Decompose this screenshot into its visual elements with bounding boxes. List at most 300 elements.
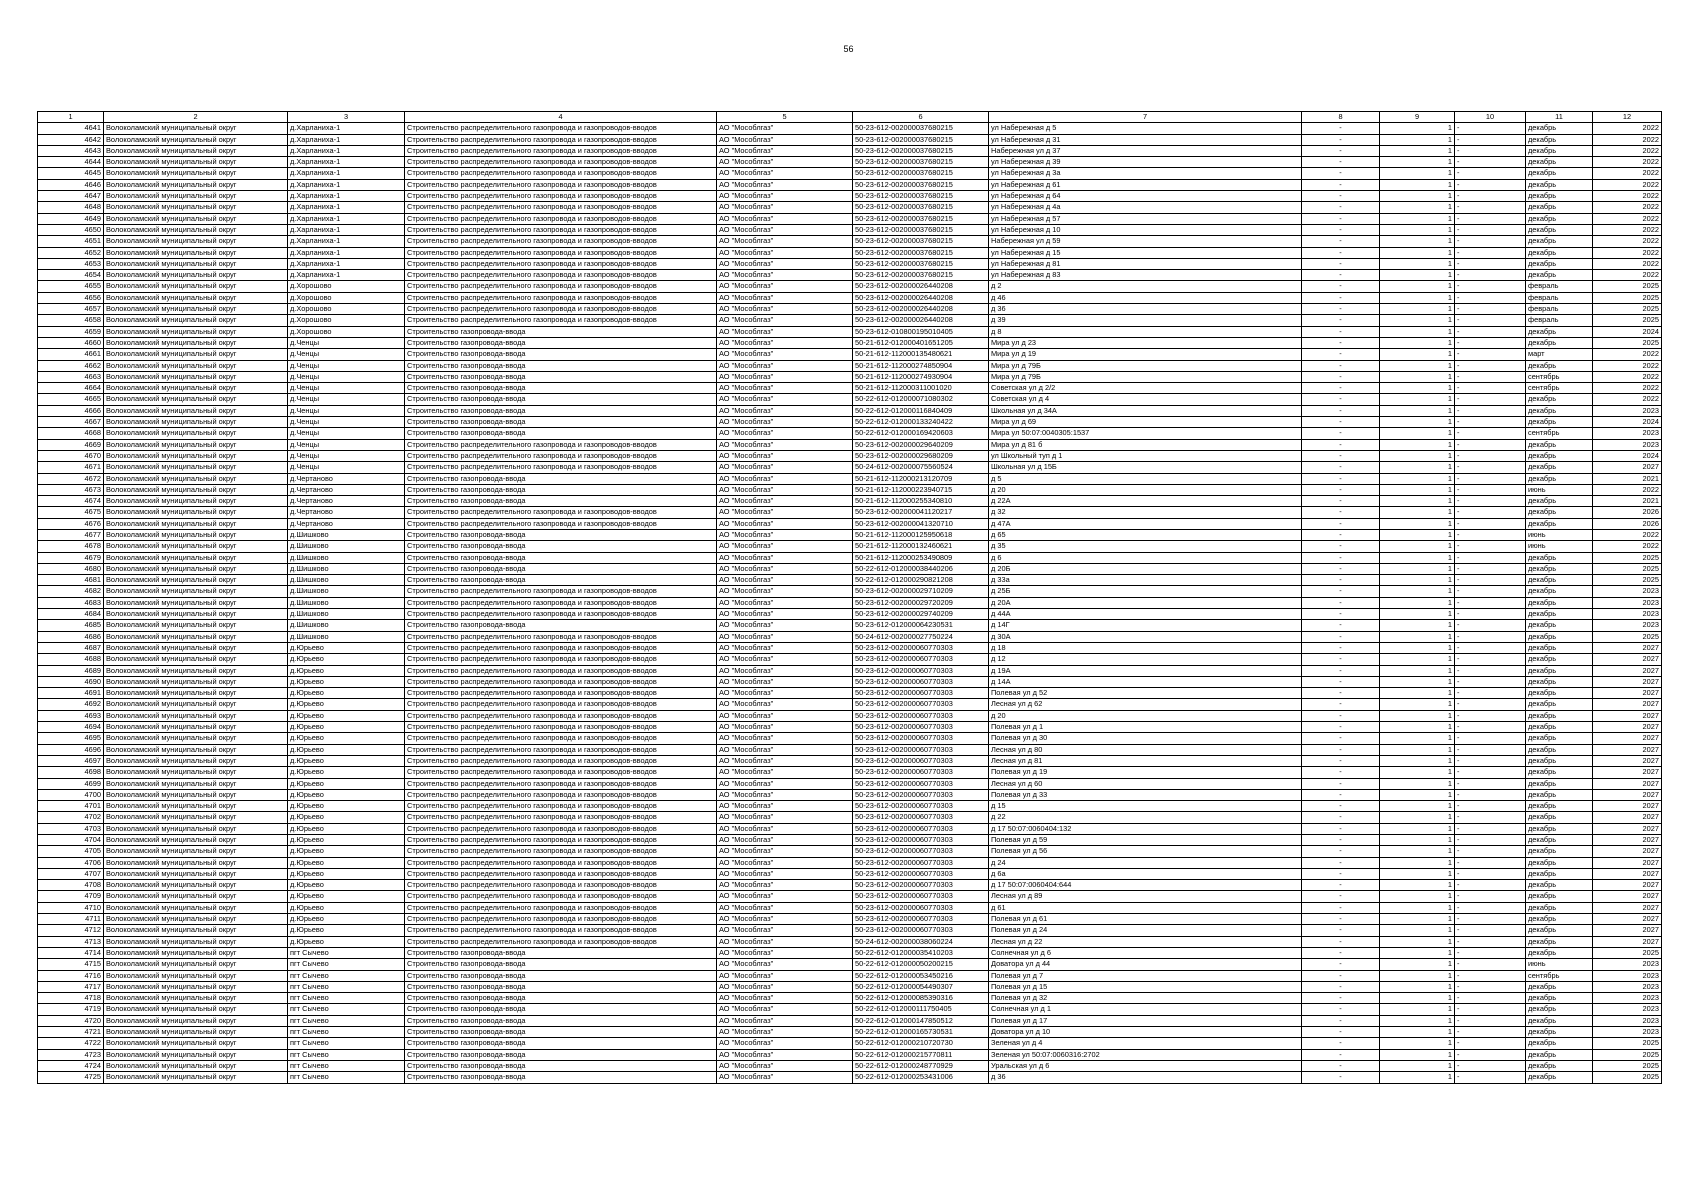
month-cell: декабрь [1526,518,1593,529]
district-cell: Волоколамский муниципальный округ [104,563,288,574]
work-type-cell: Строительство распределительного газопровода и газопроводов-вводов [405,236,717,247]
month-cell: декабрь [1526,609,1593,620]
address-cell: Полевая ул д 24 [989,925,1302,936]
organization-cell: АО "Мособлгаз" [717,1038,853,1049]
year-cell: 2027 [1593,710,1662,721]
district-cell: Волоколамский муниципальный округ [104,665,288,676]
work-type-cell: Строительство газопровода-ввода [405,993,717,1004]
address-cell: д 25Б [989,586,1302,597]
table-row [38,823,1662,834]
address-cell: Лесная ул д 60 [989,778,1302,789]
row-number-cell: 4723 [38,1049,104,1060]
column-header: 5 [717,112,853,123]
application-number-cell: 50-23-612-002000037680215 [853,145,989,156]
address-cell: Полевая ул д 56 [989,846,1302,857]
month-cell: декабрь [1526,1004,1593,1015]
district-cell: Волоколамский муниципальный округ [104,371,288,382]
work-type-cell: Строительство распределительного газопровода и газопроводов-вводов [405,281,717,292]
month-cell: декабрь [1526,620,1593,631]
row-number-cell: 4664 [38,383,104,394]
year-cell: 2025 [1593,552,1662,563]
quantity-cell: 1 [1380,360,1455,371]
table-row [38,789,1662,800]
row-number-cell: 4651 [38,236,104,247]
row-number-cell: 4672 [38,473,104,484]
col10-cell: - [1455,270,1526,281]
district-cell: Волоколамский муниципальный округ [104,925,288,936]
table-row [38,315,1662,326]
row-number-cell: 4703 [38,823,104,834]
col10-cell: - [1455,868,1526,879]
year-cell: 2027 [1593,722,1662,733]
organization-cell: АО "Мособлгаз" [717,337,853,348]
district-cell: Волоколамский муниципальный округ [104,247,288,258]
work-type-cell: Строительство газопровода-ввода [405,620,717,631]
settlement-cell: пгт Сычево [288,1072,405,1083]
address-cell: ул Набережная д 64 [989,191,1302,202]
quantity-cell: 1 [1380,428,1455,439]
quantity-cell: 1 [1380,496,1455,507]
work-type-cell: Строительство распределительного газопровода и газопроводов-вводов [405,812,717,823]
quantity-cell: 1 [1380,191,1455,202]
table-row [38,179,1662,190]
row-number-cell: 4669 [38,439,104,450]
address-cell: Школьная ул д 34А [989,405,1302,416]
row-number-cell: 4673 [38,484,104,495]
quantity-cell: 1 [1380,213,1455,224]
address-cell: ул Набережная д 5 [989,123,1302,134]
work-type-cell: Строительство газопровода-ввода [405,947,717,958]
organization-cell: АО "Мособлгаз" [717,304,853,315]
application-number-cell: 50-21-612-112000274850904 [853,360,989,371]
application-number-cell: 50-23-612-002000060770303 [853,767,989,778]
application-number-cell: 50-22-612-012000165730531 [853,1027,989,1038]
row-number-cell: 4694 [38,722,104,733]
table-row [38,270,1662,281]
column-header: 6 [853,112,989,123]
organization-cell: АО "Мособлгаз" [717,541,853,552]
address-cell: д 33а [989,575,1302,586]
col10-cell: - [1455,688,1526,699]
col10-cell: - [1455,326,1526,337]
table-row [38,1072,1662,1083]
quantity-cell: 1 [1380,563,1455,574]
col10-cell: - [1455,631,1526,642]
application-number-cell: 50-23-612-002000029740209 [853,609,989,620]
col8-cell: - [1302,981,1380,992]
col8-cell: - [1302,812,1380,823]
row-number-cell: 4725 [38,1072,104,1083]
district-cell: Волоколамский муниципальный округ [104,1004,288,1015]
month-cell: декабрь [1526,597,1593,608]
year-cell: 2027 [1593,925,1662,936]
column-header: 8 [1302,112,1380,123]
col10-cell: - [1455,936,1526,947]
table-row [38,518,1662,529]
work-type-cell: Строительство газопровода-ввода [405,428,717,439]
year-cell: 2025 [1593,1049,1662,1060]
application-number-cell: 50-23-612-002000041120217 [853,507,989,518]
year-cell: 2023 [1593,428,1662,439]
year-cell: 2022 [1593,258,1662,269]
district-cell: Волоколамский муниципальный округ [104,450,288,461]
month-cell: декабрь [1526,744,1593,755]
address-cell: Мира ул д 79Б [989,360,1302,371]
col10-cell: - [1455,349,1526,360]
district-cell: Волоколамский муниципальный округ [104,959,288,970]
col8-cell: - [1302,767,1380,778]
address-cell: Полевая ул д 17 [989,1015,1302,1026]
application-number-cell: 50-23-612-002000060770303 [853,789,989,800]
col8-cell: - [1302,213,1380,224]
month-cell: сентябрь [1526,371,1593,382]
col10-cell: - [1455,902,1526,913]
year-cell: 2022 [1593,541,1662,552]
col8-cell: - [1302,801,1380,812]
address-cell: д 20А [989,597,1302,608]
district-cell: Волоколамский муниципальный округ [104,575,288,586]
table-row [38,880,1662,891]
organization-cell: АО "Мособлгаз" [717,145,853,156]
year-cell: 2027 [1593,880,1662,891]
district-cell: Волоколамский муниципальный округ [104,947,288,958]
year-cell: 2022 [1593,224,1662,235]
quantity-cell: 1 [1380,699,1455,710]
district-cell: Волоколамский муниципальный округ [104,360,288,371]
district-cell: Волоколамский муниципальный округ [104,891,288,902]
quantity-cell: 1 [1380,518,1455,529]
quantity-cell: 1 [1380,281,1455,292]
col10-cell: - [1455,428,1526,439]
work-type-cell: Строительство газопровода-ввода [405,959,717,970]
application-number-cell: 50-23-612-002000037680215 [853,168,989,179]
work-type-cell: Строительство газопровода-ввода [405,484,717,495]
quantity-cell: 1 [1380,880,1455,891]
year-cell: 2027 [1593,789,1662,800]
row-number-cell: 4687 [38,642,104,653]
table-row [38,496,1662,507]
quantity-cell: 1 [1380,744,1455,755]
quantity-cell: 1 [1380,642,1455,653]
month-cell: декабрь [1526,823,1593,834]
organization-cell: АО "Мособлгаз" [717,417,853,428]
quantity-cell: 1 [1380,722,1455,733]
col8-cell: - [1302,326,1380,337]
row-number-cell: 4657 [38,304,104,315]
col8-cell: - [1302,529,1380,540]
settlement-cell: д.Хорошово [288,292,405,303]
col8-cell: - [1302,191,1380,202]
col8-cell: - [1302,857,1380,868]
settlement-cell: д.Юрьево [288,801,405,812]
year-cell: 2022 [1593,168,1662,179]
organization-cell: АО "Мособлгаз" [717,868,853,879]
table-row [38,959,1662,970]
work-type-cell: Строительство распределительного газопровода и газопроводов-вводов [405,292,717,303]
quantity-cell: 1 [1380,236,1455,247]
month-cell: декабрь [1526,733,1593,744]
settlement-cell: д.Харланиха-1 [288,179,405,190]
application-number-cell: 50-22-612-012000053450216 [853,970,989,981]
settlement-cell: д.Харланиха-1 [288,202,405,213]
col8-cell: - [1302,959,1380,970]
district-cell: Волоколамский муниципальный округ [104,733,288,744]
row-number-cell: 4724 [38,1060,104,1071]
district-cell: Волоколамский муниципальный округ [104,722,288,733]
district-cell: Волоколамский муниципальный округ [104,281,288,292]
settlement-cell: д.Юрьево [288,936,405,947]
application-number-cell: 50-23-612-010800195010405 [853,326,989,337]
application-number-cell: 50-23-612-002000041320710 [853,518,989,529]
quantity-cell: 1 [1380,597,1455,608]
table-row [38,281,1662,292]
address-cell: д 22А [989,496,1302,507]
organization-cell: АО "Мособлгаз" [717,642,853,653]
month-cell: декабрь [1526,631,1593,642]
quantity-cell: 1 [1380,1004,1455,1015]
col8-cell: - [1302,496,1380,507]
table-row [38,631,1662,642]
quantity-cell: 1 [1380,1038,1455,1049]
quantity-cell: 1 [1380,914,1455,925]
month-cell: декабрь [1526,123,1593,134]
month-cell: декабрь [1526,710,1593,721]
row-number-cell: 4684 [38,609,104,620]
col10-cell: - [1455,134,1526,145]
col10-cell: - [1455,1072,1526,1083]
district-cell: Волоколамский муниципальный округ [104,179,288,190]
row-number-cell: 4701 [38,801,104,812]
district-cell: Волоколамский муниципальный округ [104,123,288,134]
col8-cell: - [1302,371,1380,382]
address-cell: д 20 [989,710,1302,721]
application-number-cell: 50-24-612-002000038060224 [853,936,989,947]
quantity-cell: 1 [1380,247,1455,258]
application-number-cell: 50-22-612-012000071080302 [853,394,989,405]
col8-cell: - [1302,484,1380,495]
address-cell: Мира ул д 19 [989,349,1302,360]
district-cell: Волоколамский муниципальный округ [104,292,288,303]
col8-cell: - [1302,360,1380,371]
organization-cell: АО "Мособлгаз" [717,959,853,970]
month-cell: декабрь [1526,236,1593,247]
settlement-cell: д.Юрьево [288,722,405,733]
table-row [38,846,1662,857]
district-cell: Волоколамский муниципальный округ [104,1015,288,1026]
table-row [38,688,1662,699]
row-number-cell: 4650 [38,224,104,235]
settlement-cell: д.Ченцы [288,450,405,461]
district-cell: Волоколамский муниципальный округ [104,1038,288,1049]
year-cell: 2025 [1593,563,1662,574]
quantity-cell: 1 [1380,179,1455,190]
address-cell: Полевая ул д 15 [989,981,1302,992]
quantity-cell: 1 [1380,1072,1455,1083]
col10-cell: - [1455,462,1526,473]
year-cell: 2023 [1593,970,1662,981]
organization-cell: АО "Мособлгаз" [717,654,853,665]
col8-cell: - [1302,563,1380,574]
month-cell: декабрь [1526,439,1593,450]
settlement-cell: д.Юрьево [288,846,405,857]
settlement-cell: д.Харланиха-1 [288,236,405,247]
organization-cell: АО "Мособлгаз" [717,936,853,947]
quantity-cell: 1 [1380,405,1455,416]
year-cell: 2022 [1593,191,1662,202]
application-number-cell: 50-23-612-002000029680209 [853,450,989,461]
col8-cell: - [1302,383,1380,394]
quantity-cell: 1 [1380,202,1455,213]
table-row [38,224,1662,235]
settlement-cell: д.Юрьево [288,642,405,653]
quantity-cell: 1 [1380,417,1455,428]
quantity-cell: 1 [1380,654,1455,665]
row-number-cell: 4700 [38,789,104,800]
application-number-cell: 50-23-612-002000060770303 [853,642,989,653]
table-row [38,563,1662,574]
work-type-cell: Строительство газопровода-ввода [405,1004,717,1015]
settlement-cell: д.Ченцы [288,337,405,348]
month-cell: июнь [1526,541,1593,552]
work-type-cell: Строительство распределительного газопровода и газопроводов-вводов [405,755,717,766]
settlement-cell: д.Юрьево [288,789,405,800]
settlement-cell: д.Юрьево [288,676,405,687]
organization-cell: АО "Мособлгаз" [717,699,853,710]
quantity-cell: 1 [1380,868,1455,879]
settlement-cell: д.Ченцы [288,405,405,416]
work-type-cell: Строительство распределительного газопровода и газопроводов-вводов [405,925,717,936]
settlement-cell: д.Харланиха-1 [288,258,405,269]
col8-cell: - [1302,609,1380,620]
col10-cell: - [1455,439,1526,450]
col10-cell: - [1455,620,1526,631]
district-cell: Волоколамский муниципальный округ [104,936,288,947]
col10-cell: - [1455,835,1526,846]
application-number-cell: 50-23-612-002000029710209 [853,586,989,597]
address-cell: д 35 [989,541,1302,552]
table-row [38,925,1662,936]
col10-cell: - [1455,676,1526,687]
address-cell: д 17 50:07:0060404:132 [989,823,1302,834]
address-cell: Зеленая ул д 4 [989,1038,1302,1049]
table-row [38,157,1662,168]
settlement-cell: д.Ченцы [288,383,405,394]
settlement-cell: д.Юрьево [288,733,405,744]
row-number-cell: 4690 [38,676,104,687]
row-number-cell: 4689 [38,665,104,676]
district-cell: Волоколамский муниципальный округ [104,462,288,473]
address-cell: Зеленая ул 50:07:0060316:2702 [989,1049,1302,1060]
row-number-cell: 4696 [38,744,104,755]
district-cell: Волоколамский муниципальный округ [104,710,288,721]
address-cell: ул Школьный туп д 1 [989,450,1302,461]
work-type-cell: Строительство газопровода-ввода [405,541,717,552]
organization-cell: АО "Мособлгаз" [717,428,853,439]
year-cell: 2025 [1593,1060,1662,1071]
work-type-cell: Строительство распределительного газопровода и газопроводов-вводов [405,213,717,224]
district-cell: Волоколамский муниципальный округ [104,191,288,202]
district-cell: Волоколамский муниципальный округ [104,812,288,823]
address-cell: д 61 [989,902,1302,913]
col8-cell: - [1302,688,1380,699]
organization-cell: АО "Мособлгаз" [717,552,853,563]
address-cell: д 36 [989,304,1302,315]
col10-cell: - [1455,484,1526,495]
district-cell: Волоколамский муниципальный округ [104,699,288,710]
month-cell: декабрь [1526,857,1593,868]
table-row [38,247,1662,258]
col10-cell: - [1455,699,1526,710]
work-type-cell: Строительство распределительного газопровода и газопроводов-вводов [405,258,717,269]
month-cell: декабрь [1526,676,1593,687]
address-cell: Мира ул д 69 [989,417,1302,428]
year-cell: 2027 [1593,823,1662,834]
work-type-cell: Строительство газопровода-ввода [405,575,717,586]
settlement-cell: д.Ченцы [288,428,405,439]
settlement-cell: д.Чертаново [288,484,405,495]
settlement-cell: д.Юрьево [288,891,405,902]
district-cell: Волоколамский муниципальный округ [104,496,288,507]
work-type-cell: Строительство газопровода-ввода [405,970,717,981]
district-cell: Волоколамский муниципальный округ [104,981,288,992]
work-type-cell: Строительство газопровода-ввода [405,981,717,992]
col10-cell: - [1455,1049,1526,1060]
year-cell: 2022 [1593,179,1662,190]
row-number-cell: 4642 [38,134,104,145]
col8-cell: - [1302,620,1380,631]
organization-cell: АО "Мособлгаз" [717,575,853,586]
year-cell: 2022 [1593,383,1662,394]
col10-cell: - [1455,496,1526,507]
month-cell: декабрь [1526,880,1593,891]
district-cell: Волоколамский муниципальный округ [104,586,288,597]
application-number-cell: 50-22-612-012000147850512 [853,1015,989,1026]
organization-cell: АО "Мособлгаз" [717,270,853,281]
col8-cell: - [1302,936,1380,947]
year-cell: 2023 [1593,1015,1662,1026]
quantity-cell: 1 [1380,947,1455,958]
settlement-cell: д.Шишково [288,563,405,574]
district-cell: Волоколамский муниципальный округ [104,846,288,857]
address-cell: Советская ул д 4 [989,394,1302,405]
application-number-cell: 50-22-612-012000215770811 [853,1049,989,1060]
address-cell: Полевая ул д 1 [989,722,1302,733]
application-number-cell: 50-22-612-012000111750405 [853,1004,989,1015]
organization-cell: АО "Мособлгаз" [717,507,853,518]
table-row [38,947,1662,958]
row-number-cell: 4653 [38,258,104,269]
table-row [38,676,1662,687]
col8-cell: - [1302,597,1380,608]
year-cell: 2025 [1593,947,1662,958]
settlement-cell: д.Ченцы [288,439,405,450]
row-number-cell: 4647 [38,191,104,202]
quantity-cell: 1 [1380,123,1455,134]
district-cell: Волоколамский муниципальный округ [104,688,288,699]
address-cell: д 6 [989,552,1302,563]
col8-cell: - [1302,676,1380,687]
application-number-cell: 50-23-612-002000060770303 [853,812,989,823]
organization-cell: АО "Мособлгаз" [717,383,853,394]
district-cell: Волоколамский муниципальный округ [104,1072,288,1083]
col10-cell: - [1455,1060,1526,1071]
col10-cell: - [1455,654,1526,665]
organization-cell: АО "Мособлгаз" [717,981,853,992]
application-number-cell: 50-21-612-012000401651205 [853,337,989,348]
month-cell: февраль [1526,292,1593,303]
district-cell: Волоколамский муниципальный округ [104,1049,288,1060]
table-row [38,360,1662,371]
